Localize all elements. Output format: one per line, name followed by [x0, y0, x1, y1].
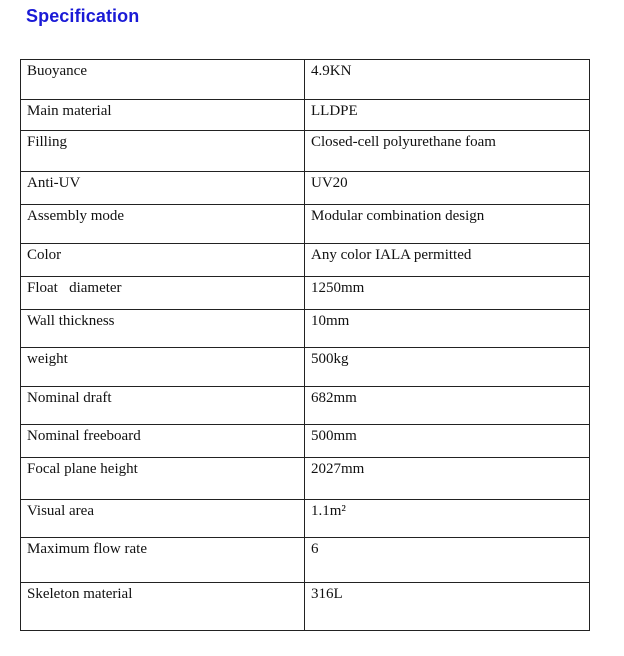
table-row [21, 348, 590, 387]
spec-value: 682mm [305, 387, 590, 425]
spec-label: Visual area [21, 500, 305, 538]
spec-label: Maximum flow rate [21, 538, 305, 583]
table-row [21, 458, 590, 500]
table-row [21, 310, 590, 348]
table-row [21, 244, 590, 277]
spec-value: UV20 [305, 172, 590, 205]
table-row [21, 425, 590, 458]
spec-value: Modular combination design [305, 205, 590, 244]
spec-label: Color [21, 244, 305, 277]
table-row [21, 387, 590, 425]
spec-value: Any color IALA permitted [305, 244, 590, 277]
spec-label: Float diameter [21, 277, 305, 310]
spec-label: Nominal freeboard [21, 425, 305, 458]
spec-label: Buoyance [21, 60, 305, 100]
spec-value: 10mm [305, 310, 590, 348]
page-title: Specification [26, 6, 140, 26]
spec-value: 500mm [305, 425, 590, 458]
table-row [21, 538, 590, 583]
table-row [21, 60, 590, 100]
spec-value: 2027mm [305, 458, 590, 500]
table-row [21, 100, 590, 131]
spec-label: Wall thickness [21, 310, 305, 348]
spec-label: Main material [21, 100, 305, 131]
spec-value: LLDPE [305, 100, 590, 131]
spec-value: 500kg [305, 348, 590, 387]
spec-value: 1.1m² [305, 500, 590, 538]
table-row [21, 583, 590, 631]
table-row [21, 131, 590, 172]
spec-value: 4.9KN [305, 60, 590, 100]
spec-value: 1250mm [305, 277, 590, 310]
table-row [21, 172, 590, 205]
spec-label: weight [21, 348, 305, 387]
table-row [21, 500, 590, 538]
spec-label: Nominal draft [21, 387, 305, 425]
spec-label: Focal plane height [21, 458, 305, 500]
spec-value: Closed-cell polyurethane foam [305, 131, 590, 172]
specification-table [20, 59, 590, 631]
spec-value: 6 [305, 538, 590, 583]
spec-value: 316L [305, 583, 590, 631]
spec-label: Anti-UV [21, 172, 305, 205]
spec-label: Assembly mode [21, 205, 305, 244]
spec-label: Filling [21, 131, 305, 172]
spec-label: Skeleton material [21, 583, 305, 631]
table-row [21, 277, 590, 310]
table-row [21, 205, 590, 244]
